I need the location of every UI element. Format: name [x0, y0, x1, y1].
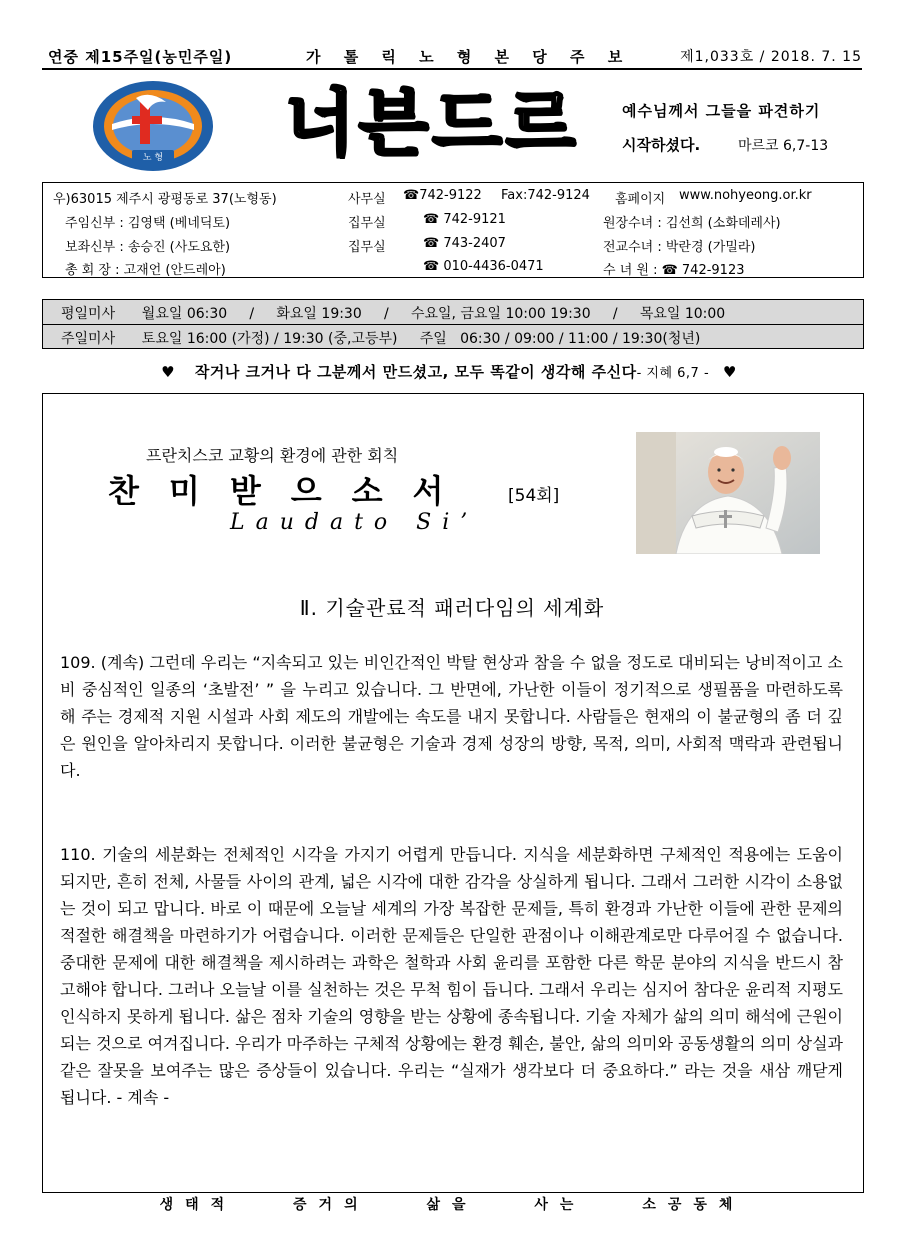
heart-icon: ♥ [161, 363, 176, 381]
parish-logo-icon [92, 80, 214, 172]
issue-header [42, 42, 862, 70]
office-label: 사무실 [348, 192, 386, 207]
contact-desk-phone: ☎ 010-4436-0471 [423, 259, 544, 274]
homepage-link[interactable]: www.nohyeong.or.kr [679, 188, 812, 203]
installment-number: [54회] [508, 486, 560, 506]
masthead-title: 너븐드르 [285, 81, 580, 165]
issue-number-date: 제1,033호 / 2018. 7. 15 [680, 49, 862, 65]
mass-schedule [42, 299, 864, 349]
logo-text: 노 형 [142, 153, 164, 163]
article-subtitle: 프란치스코 교황의 환경에 관한 회칙 [146, 446, 399, 465]
article-paragraph: 110. 기술의 세분화는 전체적인 시각을 가지기 어렵게 만듭니다. 지식을 세분화하면 구체적인 적용에는 도움이 되지만, 흔히 전체, 사물들 사이의 관계, 넓은 시각에 대한 감각을 상실하게 됩니다. 그래서 그러한 시각이 소용없는 것이 되고 맙니다. 바로 이 때문에 오늘날 세계의 가장 복잡한 문제들, 특히 환경과 가난한 이들에 관한 문제의 적절한 해결책을 마련하기가 어렵습니다. 이러한 문제들은 단일한 관점이나 이해관계로만 다루어질 수 없습니다. 중대한 문제에 대한 해결책을 제시하려는 과학은 철학과 사회 윤리를 포함한 다른 학문 분야의 지식을 반드시 참고해야 합니다. 그러나 오늘날 이를 실천하는 것은 무척 힘이 듭니다. 그래서 우리는 심지어 참다운 윤리적 지평도 인식하지 못하게 됩니다. 삶은 점차 기술의 영향을 받는 상황에 종속됩니다. 기술 자체가 삶의 의미 해석에 근원이 되는 것으로 여겨집니다. 우리가 마주하는 구체적 상황에는 환경 훼손, 불안, 삶의 의미와 공동생활의 의미 상실과 같은 잘못을 보여주는 많은 증상들이 있습니다. 우리는 “실재가 생각보다 더 중요하다.” 라는 것을 새삼 깨닫게 됩니다. - 계속 - [60, 845, 843, 1107]
motto-text: 작거나 크거나 다 그분께서 만드셨고, 모두 똑같이 생각해 주신다 [194, 363, 637, 381]
address: 우)63015 제주시 광평동로 37(노형동) [53, 192, 277, 207]
pope-photo-image [636, 432, 820, 554]
gospel-verse-line2: 시작하셨다. [622, 136, 701, 154]
gospel-verse-reference: 마르코 6,7-13 [738, 138, 829, 154]
weekday-mass-row [43, 300, 863, 324]
article-title: 찬미받으소서 [108, 472, 474, 510]
weekday-mass-text: 평일미사 월요일 06:30 / 화요일 19:30 / 수요일, 금요일 10:00 19:30 / 목요일 10:00 [61, 306, 726, 322]
gospel-verse-line1: 예수님께서 그들을 파견하기 [622, 102, 821, 120]
contact-person: 보좌신부 : 송승진 (사도요한) [65, 240, 231, 255]
contact-sister: 수 녀 원 : ☎ 742-9123 [603, 263, 745, 278]
contact-person: 총 회 장 : 고재언 (안드레아) [65, 263, 226, 278]
contact-box [42, 182, 864, 278]
footer-slogan: 생태적 증거의 삶을 사는 소공동체 [159, 1197, 745, 1213]
heart-icon: ♥ [722, 363, 737, 381]
section-title: Ⅱ. 기술관료적 패러다임의 세계화 [299, 596, 605, 620]
homepage-label: 홈페이지 [615, 192, 666, 207]
weekly-motto [0, 361, 898, 382]
sunday-mass-row [43, 324, 863, 349]
contact-desk-phone: ☎ 742-9121 [423, 212, 506, 227]
contact-sister: 원장수녀 : 김선희 (소화데레사) [603, 216, 781, 231]
fax-number: Fax:742-9124 [501, 188, 590, 203]
parish-logo [92, 80, 214, 172]
publication-name: 가 톨 릭 노 형 본 당 주 보 [306, 48, 632, 66]
contact-desk-label: 집무실 [348, 216, 386, 231]
pope-photo [636, 432, 820, 554]
contact-sister: 전교수녀 : 박란경 (가밀라) [603, 240, 756, 255]
week-label: 연중 제15주일(농민주일) [48, 48, 233, 66]
office-phone: ☎742-9122 [403, 188, 482, 203]
sunday-mass-text: 주일미사 토요일 16:00 (가정) / 19:30 (중,고등부) 주일 06:30 / 09:00 / 11:00 / 19:30(청년) [61, 331, 701, 347]
contact-desk-phone: ☎ 743-2407 [423, 236, 506, 251]
latin-title: Laudato Si’ [230, 510, 479, 535]
contact-person: 주임신부 : 김영택 (베네딕토) [65, 216, 231, 231]
contact-desk-label: 집무실 [348, 240, 386, 255]
article-paragraph: 109. (계속) 그런데 우리는 “지속되고 있는 비인간적인 박탈 현상과 참을 수 없을 정도로 대비되는 낭비적이고 소비 중심적인 일종의 ‘초발전’ ” 을 누리고 있습니다. 그 반면에, 가난한 이들이 정기적으로 생필품을 마련하도록 해 주는 경제적 지원 시설과 사회 제도의 개발에는 속도를 내지 못합니다. 사람들은 현재의 이 불균형의 좀 더 깊은 원인을 알아차리지 못합니다. 이러한 불균형은 기술과 경제 성장의 방향, 목적, 의미, 사회적 맥락과 관련됩니다. [60, 653, 843, 780]
motto-reference: - 지혜 6,7 - [636, 366, 710, 381]
